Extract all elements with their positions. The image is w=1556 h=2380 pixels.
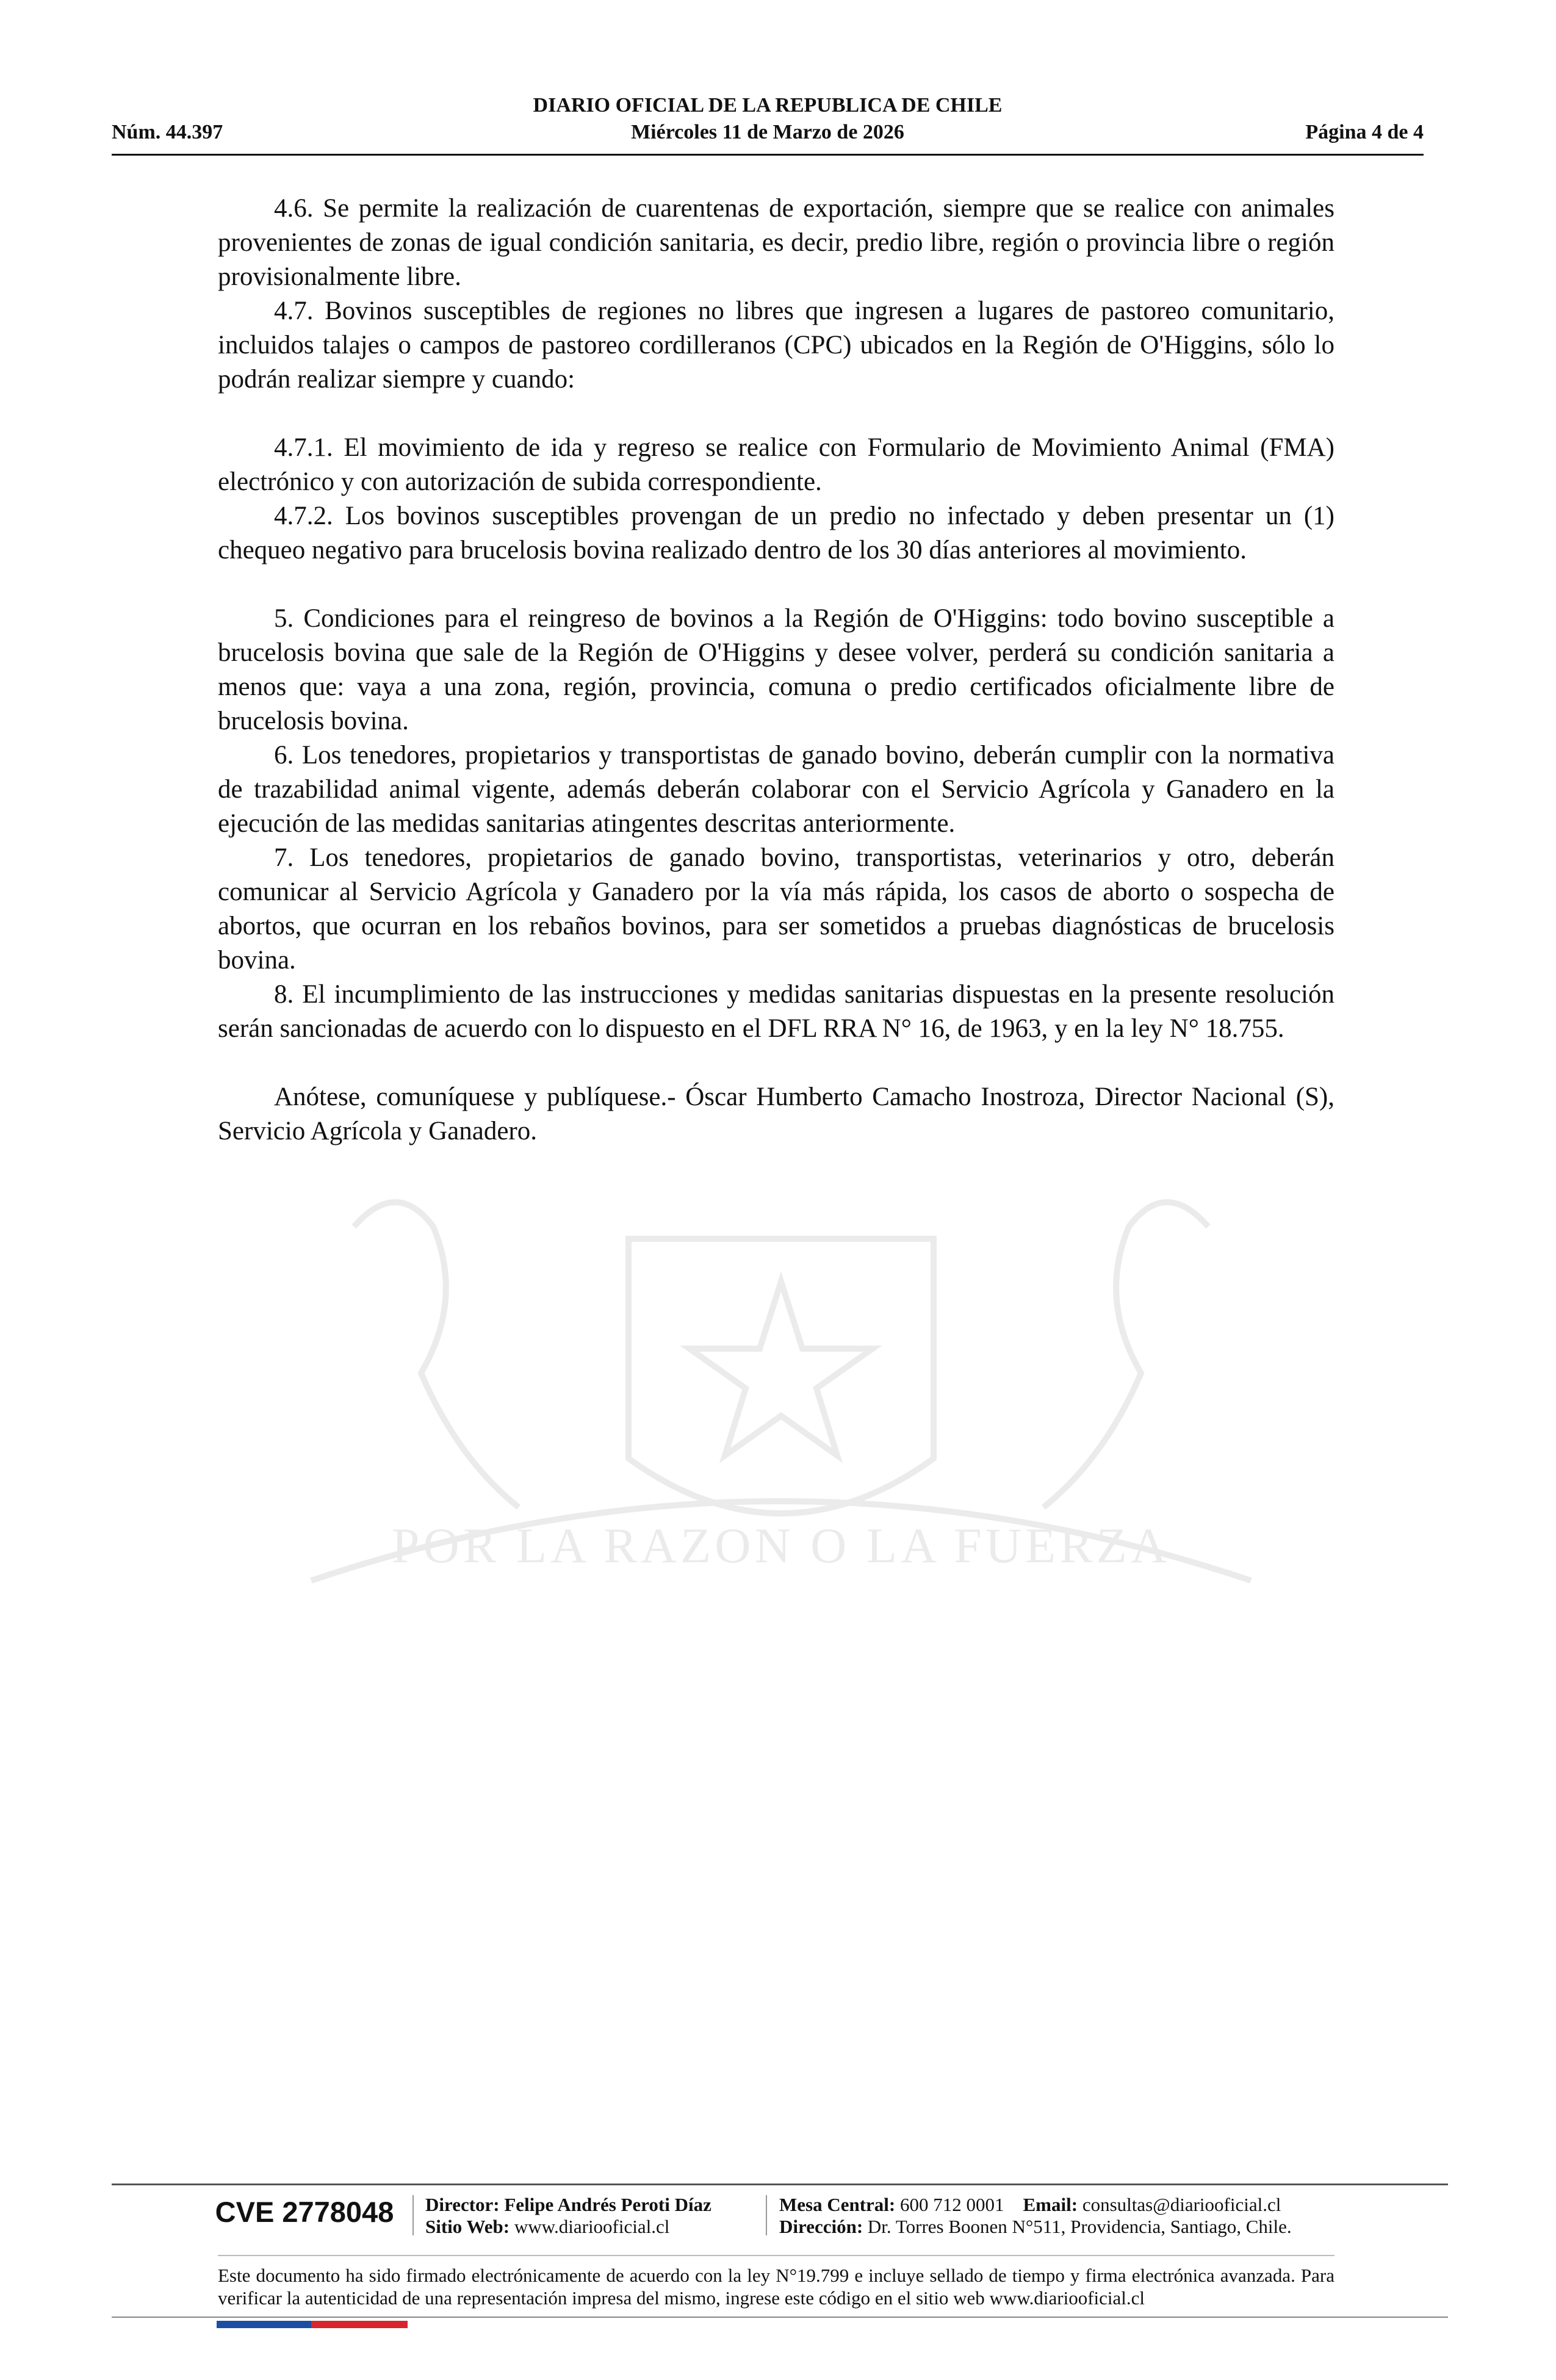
phone-label: Mesa Central: (779, 2194, 896, 2215)
footer-divider (112, 2183, 1448, 2185)
coat-of-arms-watermark (201, 1141, 1361, 1660)
condor-silhouette (1043, 1202, 1208, 1507)
paragraph-4-7-2: 4.7.2. Los bovinos susceptibles provengan de un predio no infectado y deben presentar un (1) chequeo negativo para brucelosis bovina realizado dentro de los 30 días anteriores al movimiento. (218, 502, 1334, 564)
email-label: Email: (1023, 2194, 1078, 2215)
shield-star-icon (690, 1282, 873, 1455)
footer-contact-block (779, 2194, 1292, 2238)
address-value: Dr. Torres Boonen N°511, Providencia, Santiago, Chile. (867, 2216, 1292, 2237)
header-divider (112, 154, 1424, 156)
footer-thin-divider (218, 2255, 1334, 2256)
closing-signature: Anótese, comuníquese y publíquese.- Óscar Humberto Camacho Inostroza, Director Nacional (S), Servicio Agrícola y Ganadero. (218, 1083, 1334, 1145)
motto-text: POR LA RAZON O LA FUERZA (391, 1518, 1171, 1573)
header-bar (112, 121, 1424, 148)
footer-bottom-rule (112, 2317, 1448, 2318)
paragraph-6: 6. Los tenedores, propietarios y transportistas de ganado bovino, deberán cumplir con la normativa de trazabilidad animal vigente, además deberán colaborar con el Servicio Agrícola y Ganadero en la ejecución de las medidas sanitarias atingentes descritas anteriormente. (218, 741, 1334, 838)
flag-stripe-blue (217, 2321, 311, 2328)
paragraph-4-6: 4.6. Se permite la realización de cuarentenas de exportación, siempre que se realice con animales provenientes de zonas de igual condición sanitaria, es decir, predio libre, región o provincia libre o región provisionalmente libre. (218, 194, 1334, 291)
issue-number: Núm. 44.397 (112, 121, 223, 143)
email-link[interactable]: consultas@diariooficial.cl (1082, 2194, 1281, 2215)
address-label: Dirección: (779, 2216, 863, 2237)
paragraph-7: 7. Los tenedores, propietarios de ganado bovino, transportistas, veterinarios y otro, deberán comunicar al Servicio Agrícola y Ganadero por la vía más rápida, los casos de aborto o sospecha de abortos, que ocurran en los rebaños bovinos, para ser sometidos a pruebas diagnósticas de brucelosis bovina. (218, 843, 1334, 975)
cve-code: CVE 2778048 (215, 2196, 394, 2228)
paragraph-4-7: 4.7. Bovinos susceptibles de regiones no libres que ingresen a lugares de pastoreo comunitario, incluidos talajes o campos de pastoreo cordilleranos (CPC) ubicados en la Región de O'Higgins, sólo lo podrán realizar siempre y cuando: (218, 297, 1334, 394)
phone-value: 600 712 0001 (900, 2194, 1004, 2215)
publication-title: DIARIO OFICIAL DE LA REPUBLICA DE CHILE (533, 94, 1003, 117)
paragraph-8: 8. El incumplimiento de las instrucciones y medidas sanitarias dispuestas en la presente resolución serán sancionadas de acuerdo con lo dispuesto en el DFL RRA N° 16, de 1963, y en la ley N° 18.755. (218, 980, 1334, 1043)
footer-director-block (425, 2194, 711, 2238)
flag-stripe-red (311, 2321, 408, 2328)
footer-separator (766, 2195, 767, 2235)
legal-notice: Este documento ha sido firmado electrónicamente de acuerdo con la ley N°19.799 e incluye sellado de tiempo y firma electrónica avanzada. Para verificar la autenticidad de una representación impresa del mismo, ingrese este código en el sitio web www.diariooficial.cl (218, 2265, 1334, 2309)
footer-separator (412, 2195, 414, 2235)
issue-date: Miércoles 11 de Marzo de 2026 (631, 121, 904, 143)
website-link[interactable]: www.diariooficial.cl (514, 2216, 670, 2237)
document-body (218, 192, 1334, 1149)
director-label: Director: (425, 2194, 500, 2215)
huemul-silhouette (354, 1202, 519, 1507)
paragraph-4-7-1: 4.7.1. El movimiento de ida y regreso se realice con Formulario de Movimiento Animal (FMA) electrónico y con autorización de subida correspondiente. (218, 433, 1334, 496)
website-label: Sitio Web: (425, 2216, 510, 2237)
director-name: Felipe Andrés Peroti Díaz (504, 2194, 711, 2215)
paragraph-5: 5. Condiciones para el reingreso de bovinos a la Región de O'Higgins: todo bovino susceptible a brucelosis bovina que sale de la Región de O'Higgins y desee volver, perderá su condición sanitaria a menos que: vaya a una zona, región, provincia, comuna o predio certificados oficialmente libre de brucelosis bovina. (218, 604, 1334, 735)
page-number: Página 4 de 4 (1305, 121, 1424, 143)
